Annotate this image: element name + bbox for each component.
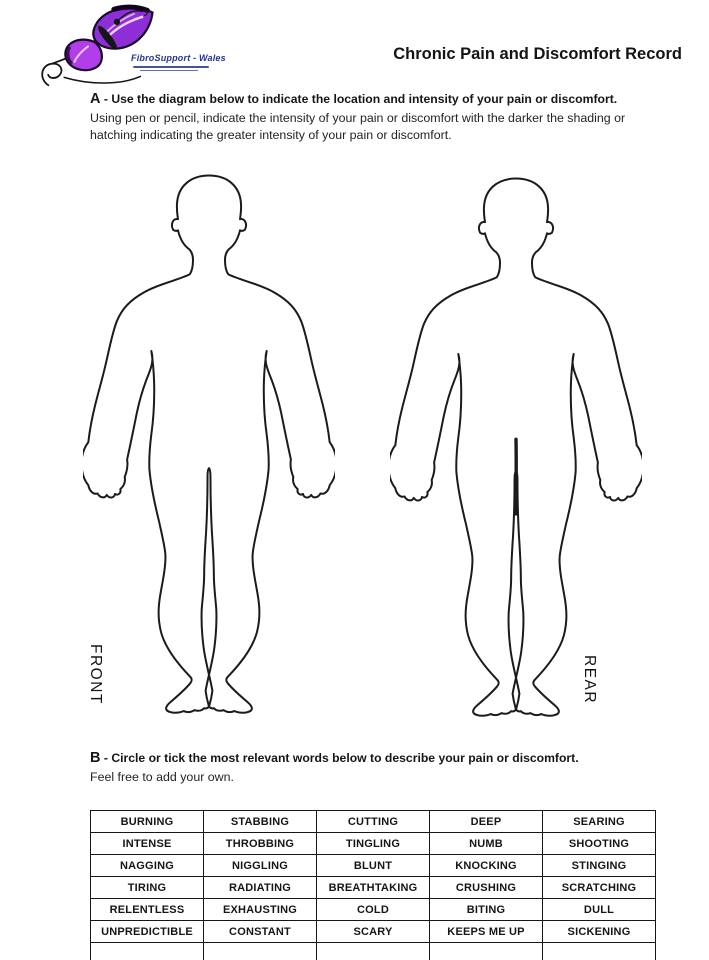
section-a-instructions: Using pen or pencil, indicate the intensity of your pain or discomfort with the darker the shading or hatching indicating the greater intensity of your pain or discomfort. <box>90 111 626 143</box>
pain-word-cell: DEEP <box>430 811 543 833</box>
pain-word-cell: NAGGING <box>91 855 204 877</box>
body-diagram-front <box>83 164 335 726</box>
butterfly-logo-icon <box>34 2 202 94</box>
table-row <box>91 921 656 943</box>
pain-words-table <box>90 810 656 960</box>
pain-word-cell: SCRATCHING <box>543 877 656 899</box>
pain-word-cell: CONSTANT <box>204 921 317 943</box>
pain-word-cell: SCARY <box>317 921 430 943</box>
section-a <box>90 91 675 144</box>
pain-word-cell: STINGING <box>543 855 656 877</box>
table-row <box>91 855 656 877</box>
section-b-heading: B - Circle or tick the most relevant words below to describe your pain or discomfort. <box>90 750 579 766</box>
pain-word-cell: BREATHTAKING <box>317 877 430 899</box>
empty-cell <box>317 943 430 960</box>
pain-word-cell: THROBBING <box>204 833 317 855</box>
empty-cell <box>430 943 543 960</box>
page-title: Chronic Pain and Discomfort Record <box>393 45 682 63</box>
pain-word-cell: DULL <box>543 899 656 921</box>
pain-word-cell: TINGLING <box>317 833 430 855</box>
pain-word-cell: RELENTLESS <box>91 899 204 921</box>
pain-word-cell: BITING <box>430 899 543 921</box>
rear-label: REAR <box>581 655 598 705</box>
table-row <box>91 811 656 833</box>
logo-tagline-line <box>133 66 209 68</box>
pain-word-cell: STABBING <box>204 811 317 833</box>
pain-word-cell: SHOOTING <box>543 833 656 855</box>
pain-word-cell: SEARING <box>543 811 656 833</box>
body-diagram-rear <box>390 168 642 728</box>
pain-word-cell: KNOCKING <box>430 855 543 877</box>
logo-tagline-line <box>140 70 198 71</box>
table-row <box>91 833 656 855</box>
pain-word-cell: CRUSHING <box>430 877 543 899</box>
front-label: FRONT <box>87 644 104 705</box>
pain-word-cell: SICKENING <box>543 921 656 943</box>
pain-word-cell: RADIATING <box>204 877 317 899</box>
pain-word-cell: TIRING <box>91 877 204 899</box>
charity-logo <box>34 2 226 94</box>
pain-word-cell: INTENSE <box>91 833 204 855</box>
empty-cell <box>543 943 656 960</box>
empty-cell <box>204 943 317 960</box>
pain-word-cell: UNPREDICTIBLE <box>91 921 204 943</box>
pain-word-cell: BURNING <box>91 811 204 833</box>
table-row <box>91 899 656 921</box>
pain-word-cell: BLUNT <box>317 855 430 877</box>
logo-brand-text: FibroSupport - Wales <box>131 53 226 63</box>
pain-word-cell: COLD <box>317 899 430 921</box>
table-row-empty <box>91 943 656 960</box>
empty-cell <box>91 943 204 960</box>
section-a-heading: A - Use the diagram below to indicate the location and intensity of your pain or discomfort. <box>90 91 618 107</box>
section-b-instructions: Feel free to add your own. <box>90 770 234 784</box>
pain-word-cell: NIGGLING <box>204 855 317 877</box>
table-row <box>91 877 656 899</box>
pain-word-cell: EXHAUSTING <box>204 899 317 921</box>
pain-word-cell: KEEPS ME UP <box>430 921 543 943</box>
pain-word-cell: NUMB <box>430 833 543 855</box>
pain-word-cell: CUTTING <box>317 811 430 833</box>
section-b <box>90 750 675 786</box>
